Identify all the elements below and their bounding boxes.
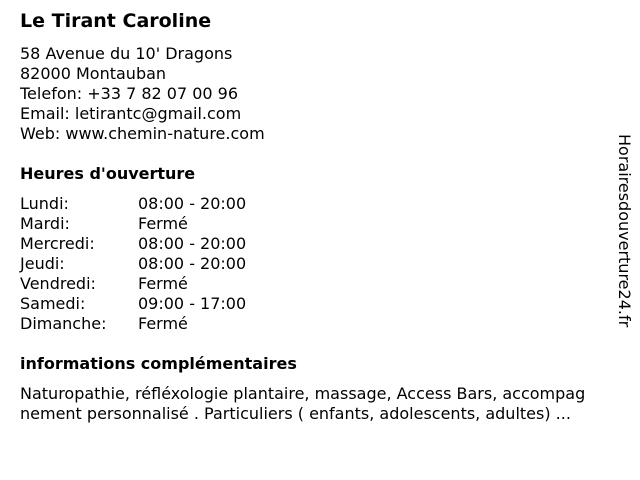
address-line1: 58 Avenue du 10' Dragons <box>20 44 233 63</box>
email-address: Email: letirantc@gmail.com <box>20 104 242 123</box>
hours-row-thursday <box>20 254 320 274</box>
additional-info-heading: informations complémentaires <box>20 354 297 373</box>
hours-row-monday <box>20 194 320 214</box>
site-watermark: Horairesdouverture24.fr <box>615 134 634 328</box>
hours-row-tuesday <box>20 214 320 234</box>
contact-block <box>20 44 265 144</box>
hours-day: Vendredi: <box>20 274 96 293</box>
opening-hours-list <box>20 194 320 334</box>
hours-time: 08:00 - 20:00 <box>138 254 247 273</box>
additional-info-text <box>20 384 632 424</box>
phone-number: Telefon: +33 7 82 07 00 96 <box>20 84 239 103</box>
hours-day: Jeudi: <box>20 254 65 273</box>
hours-day: Dimanche: <box>20 314 107 333</box>
hours-time: Fermé <box>138 274 188 293</box>
hours-row-wednesday <box>20 234 320 254</box>
hours-row-saturday <box>20 294 320 314</box>
hours-time: 08:00 - 20:00 <box>138 234 247 253</box>
opening-hours-heading: Heures d'ouverture <box>20 164 196 183</box>
hours-row-friday <box>20 274 320 294</box>
business-name: Le Tirant Caroline <box>20 10 212 32</box>
hours-day: Mercredi: <box>20 234 95 253</box>
hours-time: 09:00 - 17:00 <box>138 294 247 313</box>
hours-day: Mardi: <box>20 214 70 233</box>
hours-row-sunday <box>20 314 320 334</box>
info-line: Naturopathie, réfléxologie plantaire, massage, Access Bars, accompag <box>20 384 586 403</box>
hours-time: Fermé <box>138 314 188 333</box>
address-line2: 82000 Montauban <box>20 64 167 83</box>
info-line: nement personnalisé . Particuliers ( enfants, adolescents, adultes) ... <box>20 404 571 423</box>
hours-time: Fermé <box>138 214 188 233</box>
website: Web: www.chemin-nature.com <box>20 124 265 143</box>
hours-time: 08:00 - 20:00 <box>138 194 247 213</box>
hours-day: Lundi: <box>20 194 69 213</box>
hours-day: Samedi: <box>20 294 86 313</box>
